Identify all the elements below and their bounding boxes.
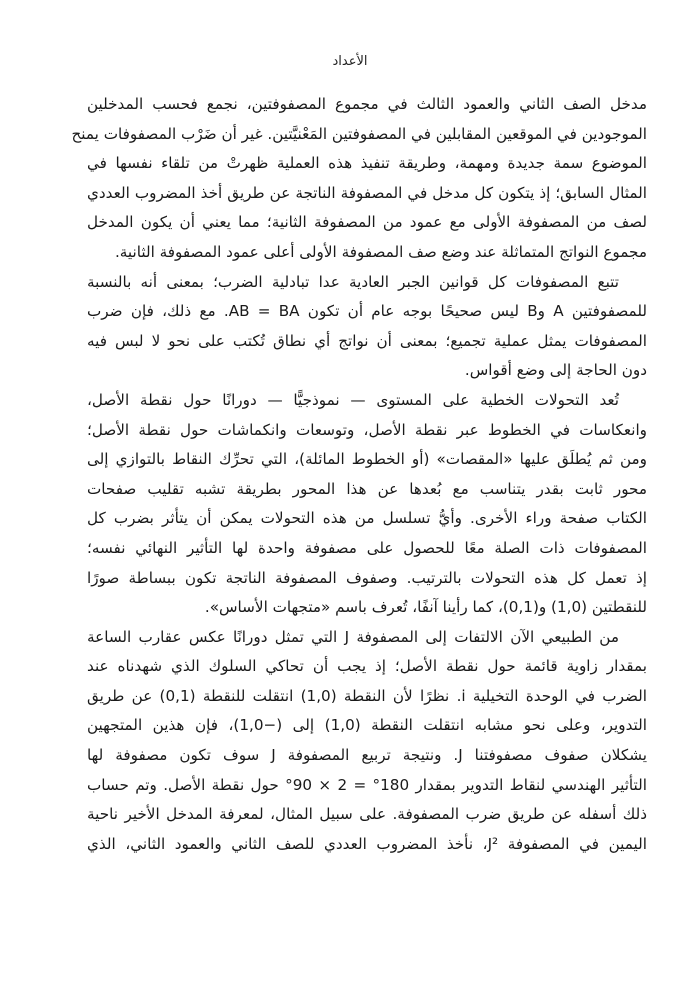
text-line: محور ثابت بقدر يتناسب مع بُعدها عن هذا المحور بطريقة تشبه تقليب صفحات: [87, 479, 647, 498]
paragraph-2: [87, 268, 647, 386]
text-line: التأثير الهندسي لنقاط التدوير بمقدار 180° = 2 × 90° حول نقطة الأصل. وتم حساب: [87, 775, 647, 794]
text-line: ذلك أسفله عن طريق ضرب المصفوفة. على سبيل المثال، لمعرفة المدخل الأخير ناحية: [87, 805, 647, 824]
text-line: وانعكاسات في الخطوط عبر نقطة الأصل، وتوسعات وانكماشات حول نقطة الأصل؛: [87, 420, 647, 439]
text-line: ومن ثم يُطلَق عليها «المقصات» (أو الخطوط المائلة)، التي تحرِّك النقاط بالتوازي إلى: [87, 450, 647, 469]
paragraph-1: [71, 90, 647, 268]
text-line: المصفوفات ذات الصلة معًا للحصول على مصفوفة واحدة لها التأثير النهائي نفسه؛: [87, 538, 647, 557]
running-header-title: الأعداد: [332, 54, 368, 69]
text-line: للمصفوفتين A وB ليس صحيحًا بوجه عام أن تكون AB = BA. مع ذلك، فإن ضرب: [87, 302, 647, 321]
text-line: دون الحاجة إلى وضع أقواس.: [464, 361, 647, 380]
text-line: تُعد التحولات الخطية على المستوى — نموذجيًّا — دورانًا حول نقطة الأصل،: [87, 390, 619, 409]
text-line: مدخل الصف الثاني والعمود الثالث في مجموع المصفوفتين، نجمع فحسب المدخلين: [87, 95, 647, 113]
paragraph-4: [87, 623, 647, 860]
text-line: مجموع النواتج المتماثلة عند وضع صف المصفوفة الأولى أعلى عمود المصفوفة الثانية.: [114, 242, 647, 261]
text-line: اليمين في المصفوفة J²، نأخذ المضروب العددي للصف الثاني والعمود الثاني، الذي: [87, 834, 647, 853]
text-line: المثال السابق؛ إذ يتكون كل مدخل في المصفوفة الناتجة عن طريق أخذ المضروب العددي: [87, 183, 647, 202]
text-line: التدوير، وعلى نحو مشابه انتقلت النقطة (1,0) إلى (−1,0)، فإن هذين المتجهين: [87, 716, 647, 735]
text-line: لصف من المصفوفة الأولى مع عمود من المصفوفة الثانية؛ مما يعني أن يكون المدخل: [87, 213, 647, 232]
text-line: يشكلان صفوف مصفوفتنا J. ونتيجة تربيع المصفوفة J سوف تكون مصفوفة لها: [87, 746, 647, 765]
text-line: بمقدار زاوية قائمة حول نقطة الأصل؛ إذ يجب أن تحاكي السلوك الذي شهدناه عند: [87, 657, 647, 676]
text-line: إذ تعمل كل هذه التحولات بالترتيب. وصفوف المصفوفة الناتجة تكون ببساطة صورًا: [87, 568, 647, 587]
text-line: تتبع المصفوفات كل قوانين الجبر العادية عدا تبادلية الضرب؛ بمعنى أنه بالنسبة: [87, 272, 619, 291]
text-line: الموجودين في الموقعين المقابلين في المصفوفتين المَعْنيَّتين. غير أن ضَرْب المصفوفات يمنح: [71, 124, 647, 143]
text-line: الضرب في الوحدة التخيلية i. نظرًا لأن النقطة (1,0) انتقلت للنقطة (0,1) عن طريق: [87, 686, 647, 705]
text-line: الكتاب صفحة وراء الأخرى. وأيُّ تسلسل من هذه التحولات يمكن أن يتأثر بضرب كل: [87, 509, 647, 528]
paragraph-3: [87, 386, 647, 623]
text-line: الموضوع سمة جديدة ومهمة، وطريقة تنفيذ هذه العملية ظهرتْ من تلقاء نفسها في: [87, 154, 647, 173]
text-line: من الطبيعي الآن الالتفات إلى المصفوفة J التي تمثل دورانًا عكس عقارب الساعة: [87, 627, 619, 646]
text-line: للنقطتين (1,0) و(0,1)، كما رأينا آنفًا، تُعرف باسم «متجهات الأساس».: [204, 598, 647, 617]
text-line: المصفوفات يمثل عملية تجميع؛ بمعنى أن نواتج أي نطاق تُكتب على نحو لا لبس فيه: [87, 331, 647, 350]
body-text: [71, 90, 647, 859]
